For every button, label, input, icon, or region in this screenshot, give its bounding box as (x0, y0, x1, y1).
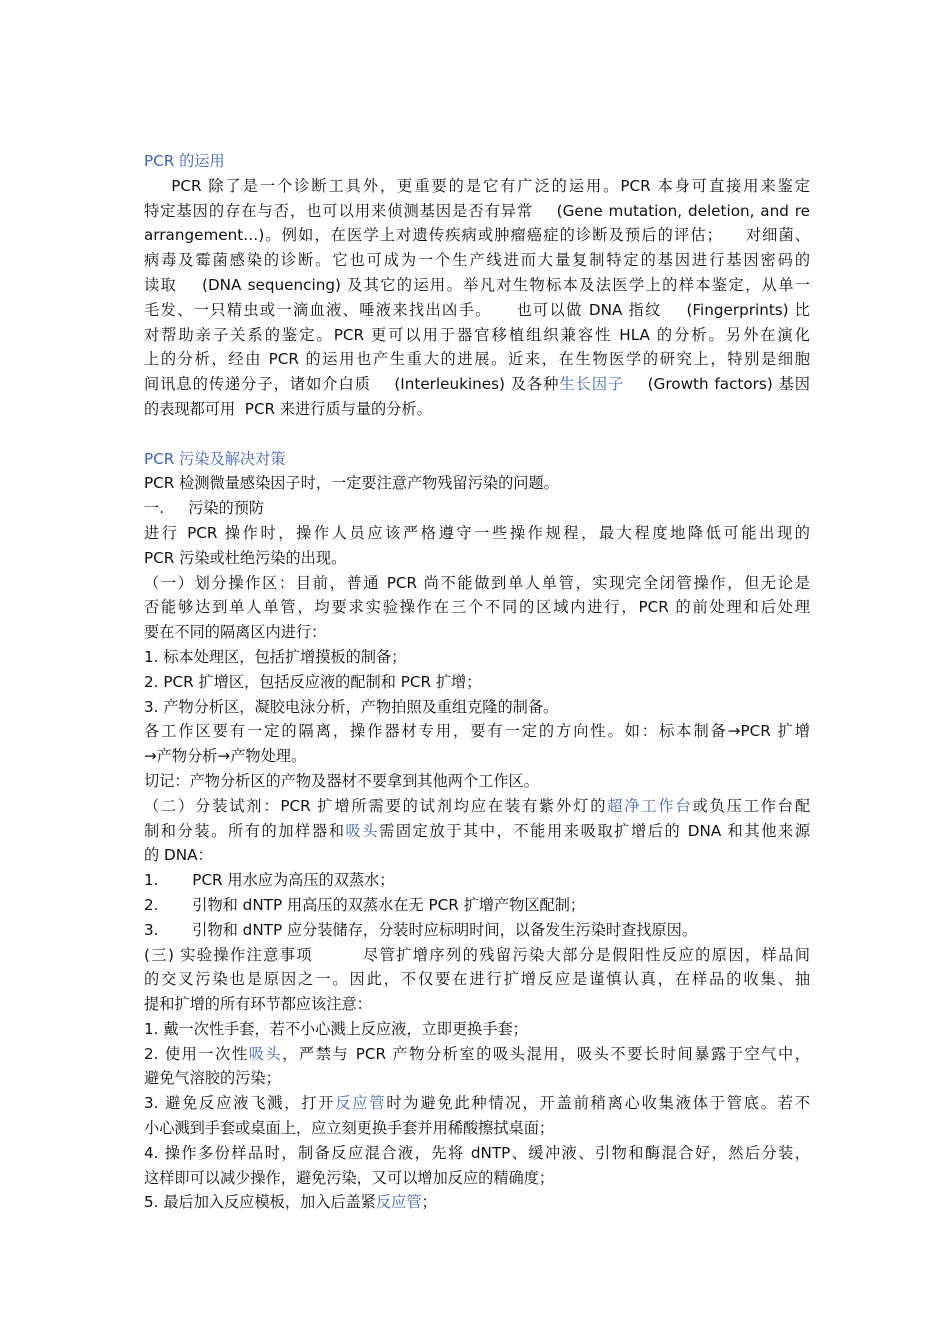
text-line (144, 794, 810, 819)
text-run: 或负压工作台配 (692, 796, 811, 815)
inline-link[interactable]: 吸头 (248, 1044, 283, 1063)
text-run: arrangement…)。例如，在医学上对遗传疾病或肿瘤癌症的诊断及预后的评估； 对细菌、 (144, 226, 810, 245)
text-run: 否能够达到单人单管，均要求实验操作在三个不同的区域内进行，PCR 的前处理和后处理 (144, 598, 810, 617)
text-line (144, 546, 810, 571)
text-run: 5. 最后加入反应模板，加入后盖紧 (144, 1193, 376, 1212)
text-line (144, 595, 810, 620)
text-run: 制和分装。所有的加样器和 (144, 821, 346, 840)
text-run: 4. 操作多份样品时，制备反应混合液，先将 dNTP、缓冲液、引物和酶混合好，然后分装， (144, 1143, 810, 1162)
text-run: 对帮助亲子关系的鉴定。PCR 更可以用于器官移植组织兼容性 HLA 的分析。另外在演化 (144, 325, 810, 344)
text-line (144, 744, 810, 769)
text-line (144, 347, 810, 372)
text-run: 进行 PCR 操作时，操作人员应该严格遵守一些操作规程，最大程度地降低可能出现的 (144, 523, 810, 542)
text-line (144, 819, 810, 844)
text-run: 读取 (DNA sequencing) 及其它的运用。举凡对生物标本及法医学上的样本鉴定，从单一 (144, 275, 810, 294)
text-run: （二）分装试剂：PCR 扩增所需要的试剂均应在装有紫外灯的 (144, 796, 608, 815)
text-run: 小心溅到手套或桌面上，应立刻更换手套并用稀酸擦拭桌面； (144, 1119, 555, 1138)
paragraph-spacer (144, 422, 810, 447)
text-run: 2. 引物和 dNTP 用高压的双蒸水在无 PCR 扩增产物区配制； (144, 895, 586, 914)
document-page (144, 149, 810, 1215)
text-line (144, 1091, 810, 1116)
text-run: 提和扩增的所有环节都应该注意： (144, 995, 372, 1014)
inline-link[interactable]: 吸头 (345, 821, 380, 840)
text-line (144, 323, 810, 348)
text-line (144, 397, 810, 422)
text-run: ； (421, 1193, 437, 1212)
inline-link[interactable]: 反应管 (375, 1193, 422, 1212)
text-run: 要在不同的隔离区内进行： (144, 623, 327, 642)
text-run: 1. 戴一次性手套，若不小心溅上反应液，立即更换手套； (144, 1019, 528, 1038)
text-line (144, 273, 810, 298)
text-line (144, 298, 810, 323)
text-line (144, 918, 810, 943)
text-line (144, 1166, 810, 1191)
text-run: ，严禁与 PCR 产物分析室的吸头混用，吸头不要长时间暴露于空气中， (282, 1044, 810, 1063)
text-run: 这样即可以减少操作，避免污染，又可以增加反应的精确度； (144, 1168, 555, 1187)
text-line (144, 248, 810, 273)
text-line (144, 893, 810, 918)
text-line (144, 843, 810, 868)
text-line (144, 769, 810, 794)
text-line (144, 223, 810, 248)
text-run: 时为避免此种情况，开盖前稍离心收集液体于管底。若不 (386, 1094, 811, 1113)
inline-link[interactable]: 超净工作台 (607, 796, 693, 815)
text-run: 避免气溶胶的污染； (144, 1069, 281, 1088)
text-run: 2. PCR 扩增区，包括反应液的配制和 PCR 扩增； (144, 672, 482, 691)
text-run: 的交叉污染也是原因之一。因此，不仅要在进行扩增反应是谨慎认真，在样品的收集、抽 (144, 970, 810, 989)
text-run: 3. 引物和 dNTP 应分装储存，分装时应标明时间，以备发生污染时查找原因。 (144, 920, 698, 939)
text-line (144, 670, 810, 695)
text-run: 1. 标本处理区，包括扩增摸板的制备； (144, 647, 407, 666)
inline-link[interactable]: 反应管 (335, 1094, 387, 1113)
text-line (144, 1190, 810, 1215)
text-line (144, 967, 810, 992)
text-line (144, 1017, 810, 1042)
text-run: (Growth factors) 基因 (624, 375, 810, 394)
text-line (144, 719, 810, 744)
text-run: 毛发、一只精虫或一滴血液、唾液来找出凶手。 也可以做 DNA 指纹 (Fingerprints) 比 (144, 300, 810, 319)
text-run: PCR 检测微量感染因子时，一定要注意产物残留污染的问题。 (144, 474, 559, 493)
text-line (144, 571, 810, 596)
text-line (144, 992, 810, 1017)
text-run: 3. 避免反应液飞溅，打开 (144, 1094, 336, 1113)
text-run: (三) 实验操作注意事项 尽管扩增序列的残留污染大部分是假阳性反应的原因，样品间 (144, 945, 810, 964)
text-line (144, 620, 810, 645)
text-run: 特定基因的存在与否，也可以用来侦测基因是否有异常 (Gene mutation, deletion, and re (144, 201, 810, 220)
text-run: 1. PCR 用水应为高压的双蒸水； (144, 871, 395, 890)
text-run: 上的分析，经由 PCR 的运用也产生重大的进展。近来，在生物医学的研究上，特别是细胞 (144, 350, 810, 369)
text-line (144, 372, 810, 397)
text-line (144, 868, 810, 893)
text-line (144, 645, 810, 670)
text-line (144, 695, 810, 720)
text-line (144, 199, 810, 224)
text-line (144, 496, 810, 521)
text-run: PCR 污染或杜绝污染的出现。 (144, 548, 347, 567)
text-line (144, 471, 810, 496)
text-line (144, 1042, 810, 1067)
inline-link[interactable]: 生长因子 (559, 375, 625, 394)
text-line (144, 174, 810, 199)
text-run: →产物分析→产物处理。 (144, 747, 307, 766)
text-line (144, 521, 810, 546)
text-run: 各工作区要有一定的隔离，操作器材专用，要有一定的方向性。如：标本制备→PCR 扩增 (144, 722, 810, 741)
text-line (144, 1141, 810, 1166)
text-line (144, 943, 810, 968)
text-run: 3. 产物分析区，凝胶电泳分析，产物拍照及重组克隆的制备。 (144, 697, 559, 716)
text-run: 病毒及霉菌感染的诊断。它也可成为一个生产线进而大量复制特定的基因进行基因密码的 (144, 251, 810, 270)
text-run: 2. 使用一次性 (144, 1044, 249, 1063)
text-run: 切记：产物分析区的产物及器材不要拿到其他两个工作区。 (144, 771, 539, 790)
text-run: 间讯息的传递分子，诸如介白质 (Interleukines) 及各种 (144, 375, 560, 394)
text-run: 需固定放于其中，不能用来吸取扩增后的 DNA 和其他来源 (379, 821, 811, 840)
text-run: （一）划分操作区：目前，普通 PCR 尚不能做到单人单管，实现完全闭管操作，但无论是 (144, 573, 810, 592)
text-run: 的 DNA： (144, 846, 213, 865)
section-heading: PCR 污染及解决对策 (144, 449, 286, 468)
text-run: 一. 污染的预防 (144, 499, 265, 518)
text-line (144, 1116, 810, 1141)
text-run: PCR 除了是一个诊断工具外，更重要的是它有广泛的运用。PCR 本身可直接用来鉴定 (144, 176, 810, 195)
text-line (144, 1066, 810, 1091)
text-run: 的表现都可用 PCR 来进行质与量的分析。 (144, 399, 432, 418)
section-heading: PCR 的运用 (144, 152, 225, 170)
